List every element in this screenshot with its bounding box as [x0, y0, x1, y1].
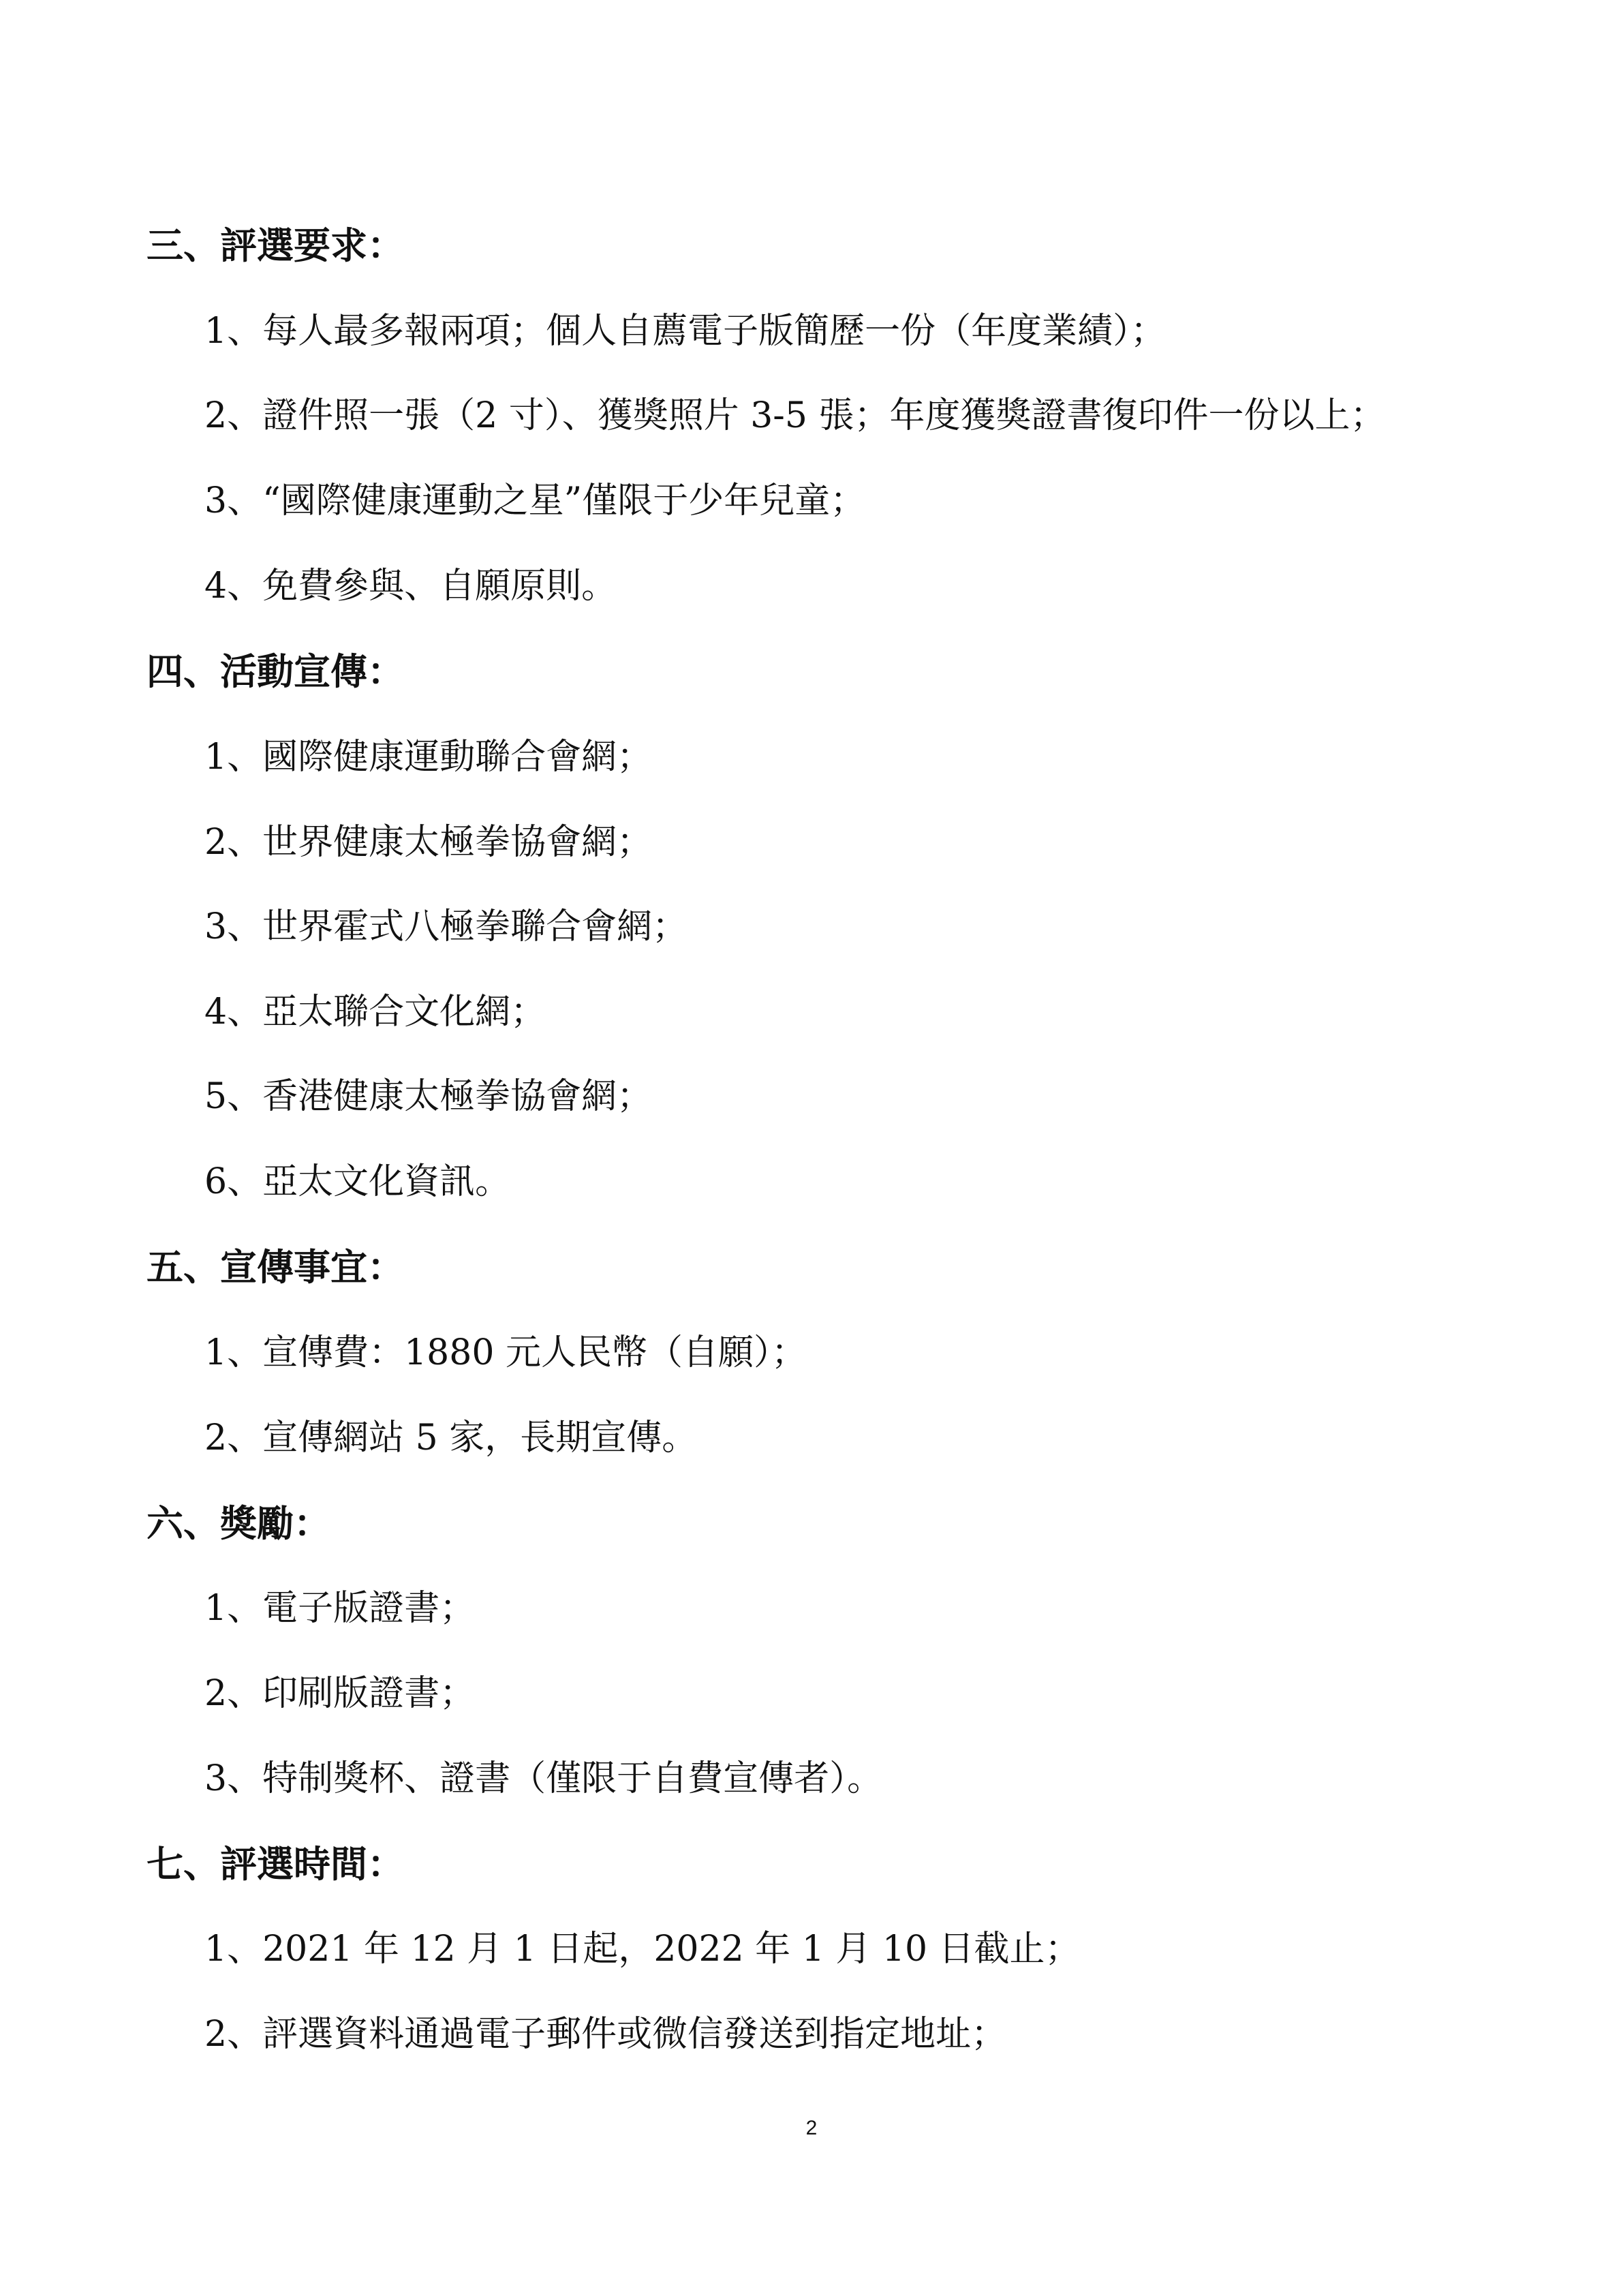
list-item: 2、世界健康太極拳協會網； [204, 822, 653, 863]
list-item: 1、宣傳費：1880 元人民幣（自願）； [204, 1332, 807, 1373]
section-heading-promotion: 四、活動宣傳： [146, 649, 404, 693]
section-heading-publicity: 五、宣傳事宜： [146, 1245, 404, 1289]
list-item: 3、“國際健康運動之星”僅限于少年兒童； [204, 480, 866, 521]
list-item: 5、香港健康太極拳協會網； [204, 1076, 653, 1117]
list-item: 6、亞太文化資訊。 [204, 1161, 511, 1202]
section-heading-requirements: 三、評選要求： [146, 224, 404, 267]
list-item: 4、亞太聯合文化網； [204, 992, 546, 1032]
section-heading-awards: 六、獎勵： [146, 1501, 330, 1545]
list-item: 2、證件照一張（2 寸）、獲獎照片 3-5 張；年度獲獎證書復印件一份以上； [204, 395, 1386, 436]
page-number: 2 [805, 2117, 818, 2139]
list-item: 3、特制獎杯、證書（僅限于自費宣傳者）。 [204, 1758, 883, 1799]
list-item: 2、評選資料通過電子郵件或微信發送到指定地址； [204, 2014, 1007, 2055]
section-heading-schedule: 七、評選時間： [146, 1842, 404, 1886]
list-item: 2、宣傳網站 5 家，長期宣傳。 [204, 1418, 698, 1458]
list-item: 2、印刷版證書； [204, 1673, 476, 1714]
list-item: 1、國際健康運動聯合會網； [204, 737, 653, 778]
list-item: 1、每人最多報兩項；個人自薦電子版簡歷一份（年度業績）； [204, 311, 1166, 352]
list-item: 4、免費參與、自願原則。 [204, 566, 617, 607]
list-item: 1、2021 年 12 月 1 日起，2022 年 1 月 10 日截止； [204, 1929, 1081, 1970]
list-item: 1、電子版證書； [204, 1588, 476, 1629]
list-item: 3、世界霍式八極拳聯合會網； [204, 906, 688, 947]
